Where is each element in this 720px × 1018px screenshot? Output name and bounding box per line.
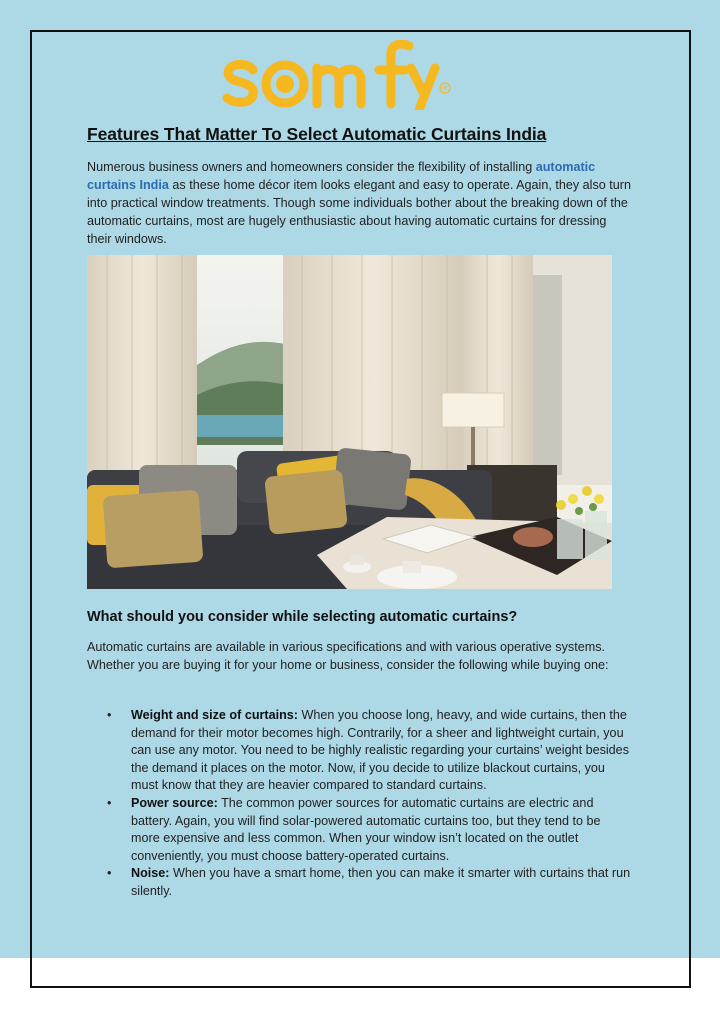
bullet-icon: •: [107, 795, 112, 810]
living-room-photo: [87, 255, 612, 589]
somfy-logo: [215, 40, 455, 110]
intro-paragraph: [87, 158, 632, 248]
list-item-text: When you have a smart home, then you can make it smarter with curtains that run silently.: [131, 866, 631, 898]
list-item: [87, 707, 632, 795]
list-item-text: When you choose long, heavy, and wide curtains, then the demand for their motor becomes high. Contrarily, for a sheer and lightweight curtain, you can use any motor. You need to be highly realistic regarding your curtains’ weight besides the demand it places on the motor. Now, if you decide to utilize blackout curtains, you must know that they are heavier compared to standard curtains.: [131, 708, 629, 793]
automatic-curtains-link[interactable]: automatic curtains India: [87, 160, 596, 192]
considerations-list: [87, 707, 632, 901]
intro-text-before: Numerous business owners and homeowners consider the flexibility of installing: [87, 160, 536, 174]
intro-text-after: as these home décor item looks elegant and easy to operate. Again, they also turn into practical window treatments. Though some individuals bother about the breaking down of the automatic curtains, most are hugely enthusiastic about having automatic curtains for dressing their windows.: [87, 178, 631, 246]
bullet-icon: •: [107, 708, 112, 722]
list-item: [87, 795, 632, 865]
list-item-text: The common power sources for automatic curtains are electric and battery. Again, you will find solar-powered automatic curtains too, but they tend to be more expensive and less common. When your window isn’t located on the outlet conveniently, you must choose battery-operated curtains.: [131, 795, 601, 863]
list-item-label: Weight and size of curtains:: [131, 708, 299, 722]
list-item-label: Noise:: [131, 866, 170, 881]
bullet-icon: •: [107, 866, 112, 881]
list-item-label: Power source:: [131, 795, 218, 810]
section-heading: What should you consider while selecting automatic curtains?: [87, 609, 518, 625]
registered-mark: ®: [442, 85, 448, 93]
page-title: Features That Matter To Select Automatic Curtains India: [87, 124, 547, 144]
list-item: [87, 865, 632, 900]
specifications-paragraph: Automatic curtains are available in various specifications and with various operative systems. Whether you are buying it for your home or business, consider the following while buying one:: [87, 640, 609, 672]
